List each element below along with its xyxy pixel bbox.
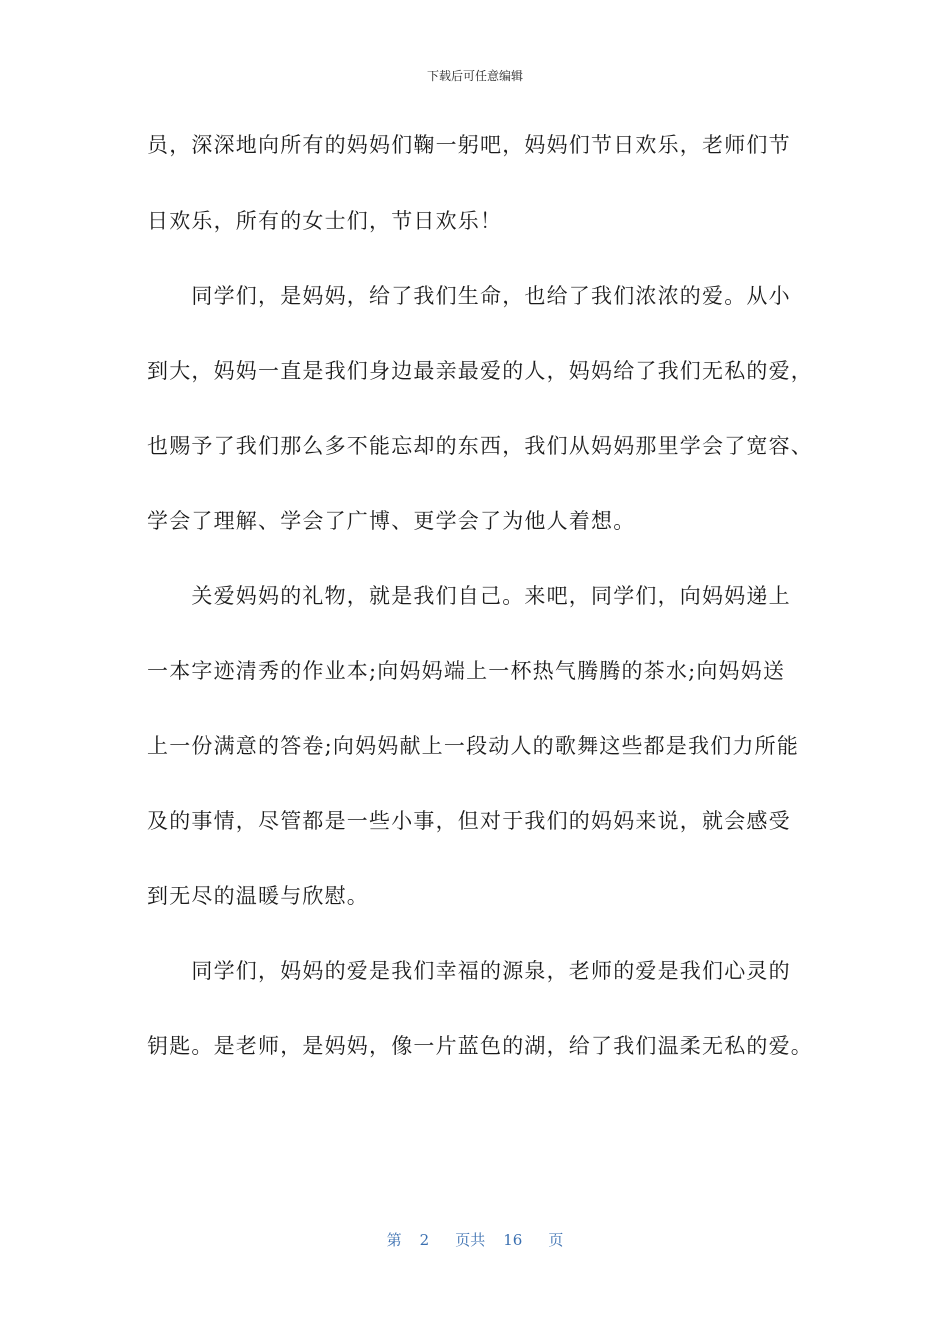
footer-label-di: 第 xyxy=(386,1231,402,1249)
page-footer xyxy=(0,1229,950,1250)
body-line: 到无尽的温暖与欣慰。 xyxy=(147,884,369,908)
page-header: 下载后可任意编辑 xyxy=(426,69,523,83)
footer-label-ye: 页 xyxy=(548,1231,564,1249)
body-line: 钥匙。是老师，是妈妈，像一片蓝色的湖，给了我们温柔无私的爱。 xyxy=(147,1034,813,1058)
body-line: 员，深深地向所有的妈妈们鞠一躬吧，妈妈们节日欢乐，老师们节 xyxy=(147,133,791,157)
body-line: 关爱妈妈的礼物，就是我们自己。来吧，同学们，向妈妈递上 xyxy=(147,584,791,608)
body-line: 一本字迹清秀的作业本;向妈妈端上一杯热气腾腾的茶水;向妈妈送 xyxy=(147,659,786,683)
body-line: 日欢乐，所有的女士们，节日欢乐！ xyxy=(147,209,503,233)
footer-current-page: 2 xyxy=(419,1231,430,1249)
footer-label-ye-gong: 页共 xyxy=(455,1231,486,1249)
body-line: 上一份满意的答卷;向妈妈献上一段动人的歌舞这些都是我们力所能 xyxy=(147,734,800,758)
body-line: 也赐予了我们那么多不能忘却的东西，我们从妈妈那里学会了宽容、 xyxy=(147,434,813,458)
body-line: 同学们，妈妈的爱是我们幸福的源泉，老师的爱是我们心灵的 xyxy=(147,959,791,983)
body-line: 学会了理解、学会了广博、更学会了为他人着想。 xyxy=(147,509,636,533)
body-line: 同学们，是妈妈，给了我们生命，也给了我们浓浓的爱。从小 xyxy=(147,284,791,308)
body-line: 及的事情，尽管都是一些小事，但对于我们的妈妈来说，就会感受 xyxy=(147,809,791,833)
body-line: 到大，妈妈一直是我们身边最亲最爱的人，妈妈给了我们无私的爱， xyxy=(147,359,813,383)
footer-total-pages: 16 xyxy=(503,1231,523,1249)
